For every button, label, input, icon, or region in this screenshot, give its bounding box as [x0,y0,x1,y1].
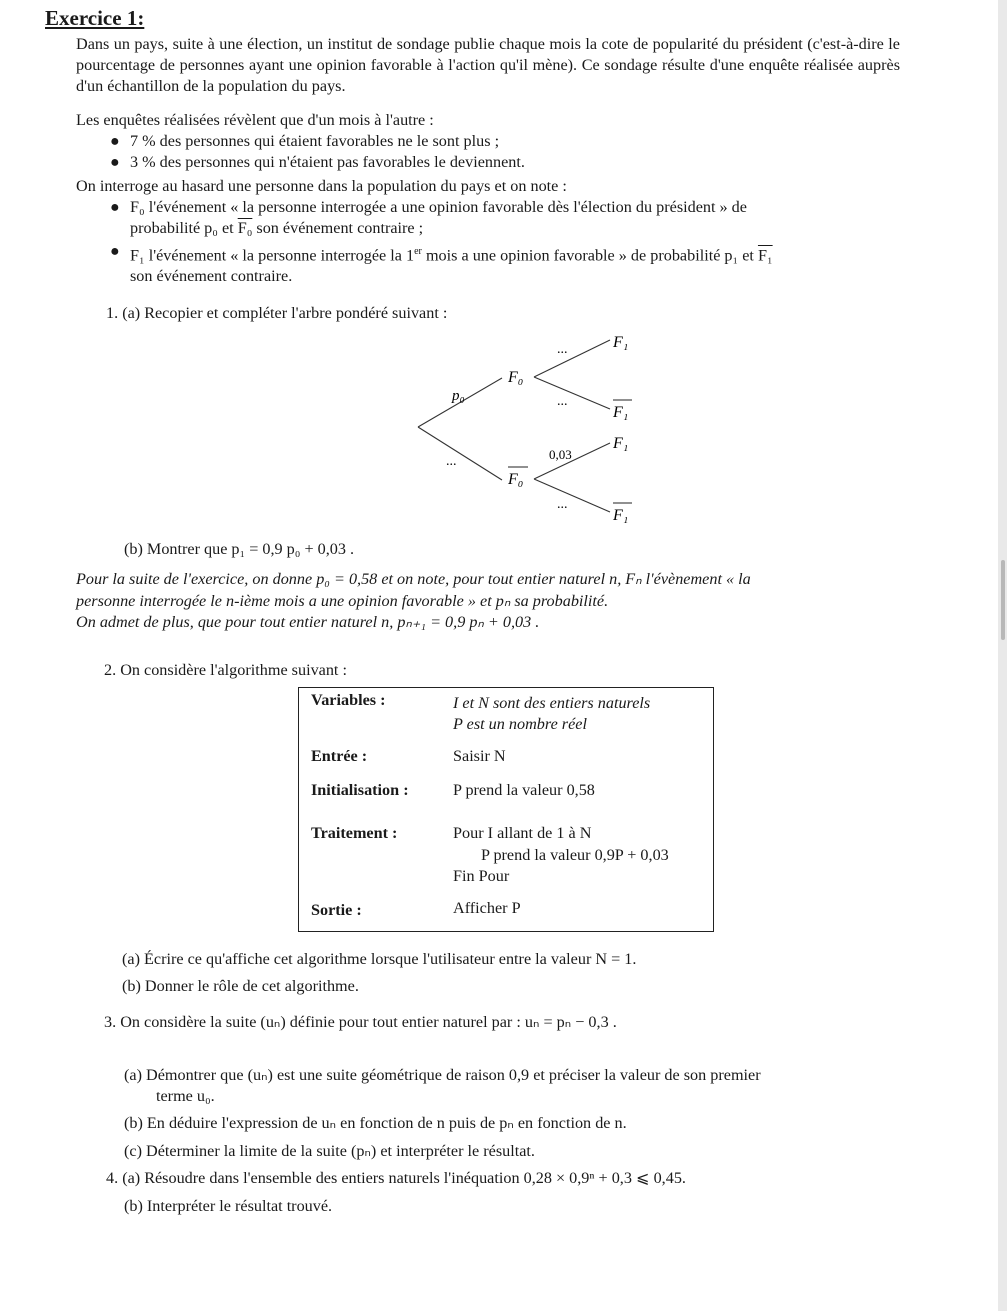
leaf-f1: F₁ [613,435,629,452]
bullet-text: 3 % des personnes qui n'étaient pas favorables le deviennent. [130,153,525,171]
algo-traitement-3: Fin Pour [453,867,510,885]
q3c: (c) Déterminer la limite de la suite (pₙ) et interpréter le résultat. [124,1142,535,1160]
q1b: (b) Montrer que p₁ = 0,9 p₀ + 0,03 . [124,540,355,558]
enquetes-lead: Les enquêtes réalisées révèlent que d'un mois à l'autre : [76,111,434,129]
weight-root-lower: ... [446,454,457,469]
algo-traitement-2: P prend la valeur 0,9P + 0,03 [481,846,669,864]
exercise-title: Exercice 1: [45,6,145,30]
f1-bar: F₁ [757,246,773,265]
bullet-item-f0 [110,197,900,239]
page-scroll-track[interactable] [998,0,1007,1311]
q3a-line-2: terme u₀. [156,1087,215,1105]
algo-entree-label: Entrée : [311,747,368,765]
f1-superscript: er [414,246,422,257]
page-scroll-thumb[interactable] [1001,560,1005,640]
suite-line-1: Pour la suite de l'exercice, on donne p₀ = 0,58 et on note, pour tout entier naturel n, Fₙ l'évènement « la [76,570,751,588]
algo-init: P prend la valeur 0,58 [453,781,595,799]
node-f0-bar: F₀ [508,471,524,488]
tree-branch [534,479,610,512]
algo-sortie-label: Sortie : [311,901,362,919]
leaf-f1-bar: F₁ [613,507,629,524]
f0-bar: F₀ [237,219,253,237]
weight-upper-lower: ... [557,394,568,409]
tree-branch [534,443,610,479]
suite-line-3: On admet de plus, que pour tout entier naturel n, pₙ₊₁ = 0,9 pₙ + 0,03 . [76,613,540,631]
leaf-f1-bar: F₁ [613,404,629,421]
f0-prob-text: probabilité p₀ et [130,219,238,237]
algorithm-box [298,687,714,932]
bullet-item-f1 [110,241,900,287]
suite-line-2: personne interrogée le n-ième mois a une opinion favorable » et pₙ sa probabilité. [76,592,609,610]
bullet-icon: ● [110,243,120,260]
q1a: 1. (a) Recopier et compléter l'arbre pondéré suivant : [106,304,448,322]
f1-definition: F₁ l'événement « la personne interrogée la 1 [130,246,415,265]
bullet-item [110,152,525,173]
q2a: (a) Écrire ce qu'affiche cet algorithme lorsque l'utilisateur entre la valeur N = 1. [122,950,637,968]
weight-root-upper: p₀ [452,388,465,404]
tree-branch [534,377,610,409]
bullet-text: 7 % des personnes qui étaient favorables ne le sont plus ; [130,132,500,150]
q4a: 4. (a) Résoudre dans l'ensemble des entiers naturels l'inéquation 0,28 × 0,9ⁿ + 0,3 ⩽ 0,45. [106,1169,686,1187]
f0-contrary-text: son événement contraire ; [252,219,424,237]
f1-contrary-text: son événement contraire. [130,267,293,286]
f0-definition: F₀ l'événement « la personne interrogée a une opinion favorable dès l'élection du président » de [130,198,747,216]
q3a-line-1: (a) Démontrer que (uₙ) est une suite géométrique de raison 0,9 et préciser la valeur de son premier [124,1066,761,1084]
algo-traitement-1: Pour I allant de 1 à N [453,824,592,842]
q2-lead: 2. On considère l'algorithme suivant : [104,661,347,679]
weight-lower-lower: ... [557,497,568,512]
q4b: (b) Interpréter le résultat trouvé. [124,1197,333,1215]
q3-lead: 3. On considère la suite (uₙ) définie pour tout entier naturel par : uₙ = pₙ − 0,3 . [104,1013,617,1031]
probability-tree [400,320,660,530]
intro-paragraph: Dans un pays, suite à une élection, un institut de sondage publie chaque mois la cote de popularité du président (c'est-à-dire le pourcentage de personnes ayant une opinion favorable à l'action qu'il mène). Ce sondage résulte d'une enquête réalisée auprès d'un échantillon de la population du pays. [76,35,900,95]
f1-definition-rest: mois a une opinion favorable » de probabilité p₁ et [421,246,758,265]
bullet-icon: ● [110,133,120,150]
algo-traitement-label: Traitement : [311,824,398,842]
algo-init-label: Initialisation : [311,781,409,799]
algo-entree: Saisir N [453,747,506,765]
algo-variables-2: P est un nombre réel [453,715,587,733]
bullet-item [110,131,500,152]
leaf-f1: F₁ [613,334,629,351]
interroge-lead: On interroge au hasard une personne dans la population du pays et on note : [76,177,567,195]
tree-branch [418,427,502,480]
algo-variables-1: I et N sont des entiers naturels [453,694,651,712]
weight-lower-upper: 0,03 [549,447,572,462]
q3b: (b) En déduire l'expression de uₙ en fonction de n puis de pₙ en fonction de n. [124,1114,627,1132]
node-f0: F₀ [508,369,524,386]
weight-upper-upper: ... [557,342,568,357]
algo-sortie: Afficher P [453,899,521,917]
bullet-icon: ● [110,199,120,216]
algo-variables-label: Variables : [311,691,386,709]
bullet-icon: ● [110,154,120,171]
q2b: (b) Donner le rôle de cet algorithme. [122,977,359,995]
tree-branch [534,340,610,377]
